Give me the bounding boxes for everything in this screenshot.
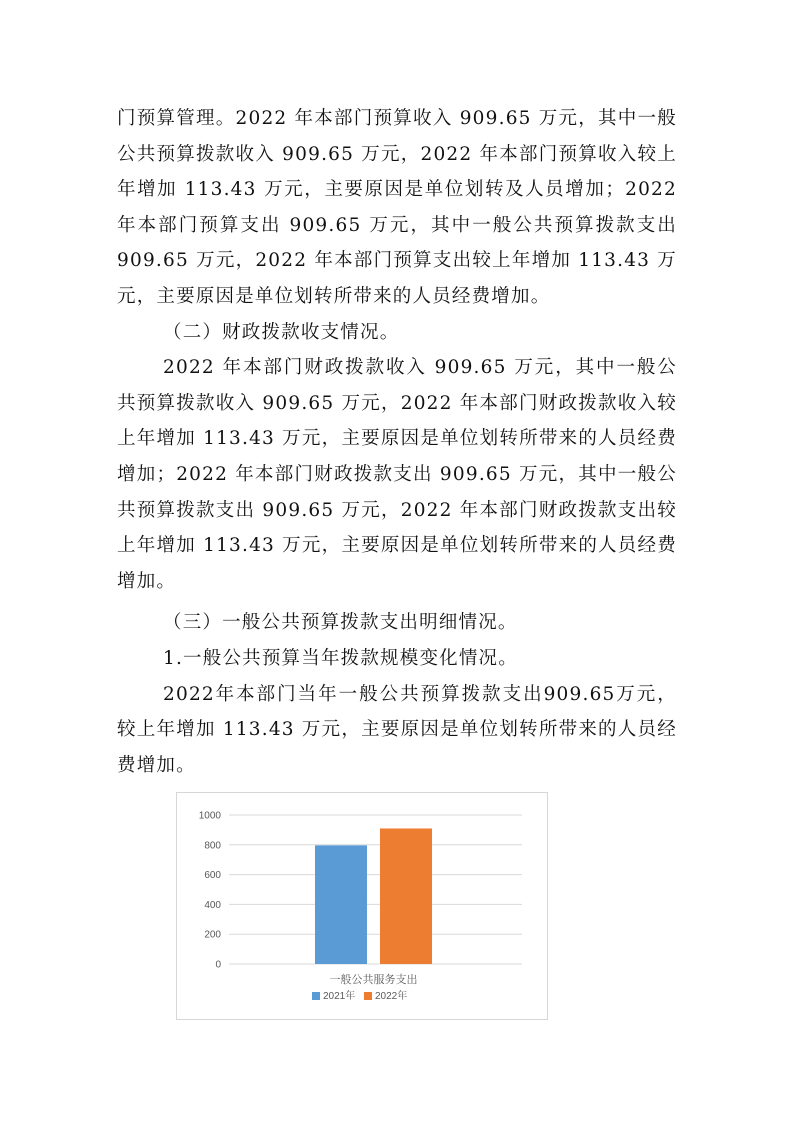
document-body [117,101,677,783]
legend-label: 2022年 [375,991,408,1002]
legend-swatch [364,992,372,1000]
bar-chart-svg [177,793,547,1019]
subheading-scale-change: 1.一般公共预算当年拨款规模变化情况。 [163,647,518,669]
bar-chart [176,792,548,1020]
legend-label: 2021年 [323,991,356,1002]
paragraph-scale-change: 2022年本部门当年一般公共预算拨款支出909.65万元，较上年增加 113.43 万元，主要原因是单位划转所带来的人员经费增加。 [117,683,677,776]
y-tick-label: 400 [204,899,221,911]
paragraph-budget-management: 门预算管理。2022 年本部门预算收入 909.65 万元，其中一般公共预算拨款收入 909.65 万元，2022 年本部门预算收入较上年增加 113.43 万元，主要原因是单位划转及人员增加；2022 年本部门预算支出 909.65 万元，其中一般公共预算拨款支出 909.65 万元，2022 年本部门预算支出较上年增加 113.43 万元，主要原因是单位划转所带来的人员经费增加。 [117,108,677,307]
heading-fiscal-appropriation: （二）财政拨款收支情况。 [163,321,400,343]
y-tick-label: 1000 [198,810,221,822]
x-category-label: 一般公共服务支出 [329,974,418,986]
y-tick-label: 600 [204,870,221,882]
y-tick-label: 200 [204,929,221,941]
paragraph-fiscal-appropriation: 2022 年本部门财政拨款收入 909.65 万元，其中一般公共预算拨款收入 909.65 万元，2022 年本部门财政拨款收入较上年增加 113.43 万元，主要原因是单位划转所带来的人员经费增加；2022 年本部门财政拨款支出 909.65 万元，其中一般公共预算拨款支出 909.65 万元，2022 年本部门财政拨款支出较上年增加 113.43 万元，主要原因是单位划转所带来的人员经费增加。 [117,357,677,592]
bar-2021年 [315,845,367,964]
heading-general-budget-detail: （三）一般公共预算拨款支出明细情况。 [163,612,518,634]
y-tick-label: 800 [204,840,221,852]
legend-swatch [312,992,320,1000]
bar-2022年 [380,828,432,964]
y-tick-label: 0 [215,959,221,971]
